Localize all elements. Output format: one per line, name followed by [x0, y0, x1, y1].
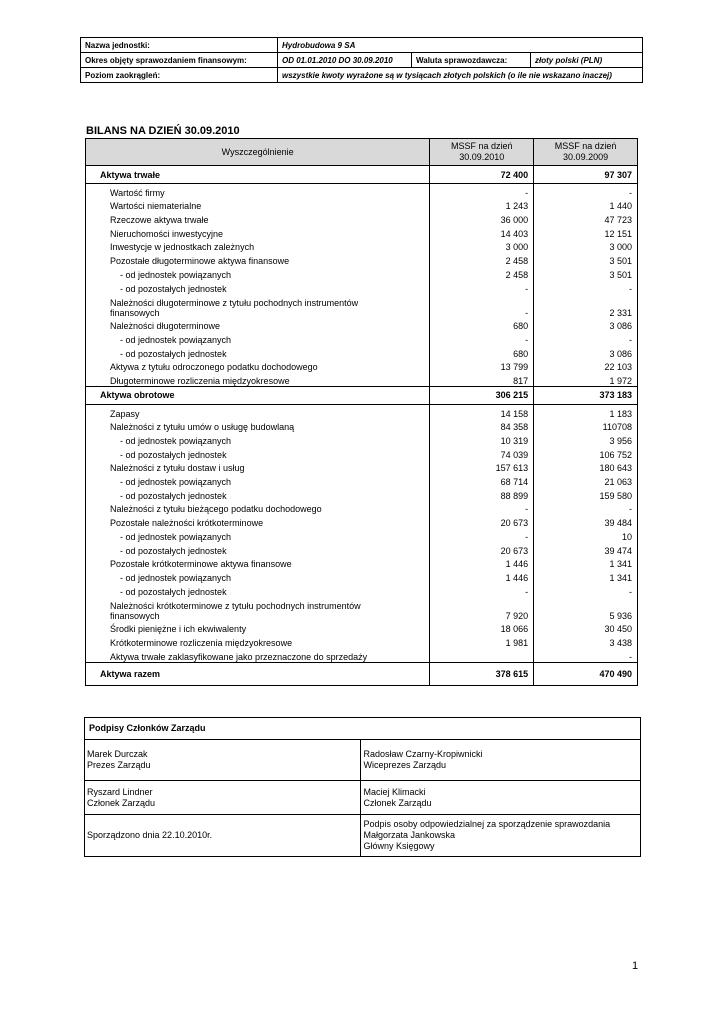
- column-header-description: Wyszczególnienie: [86, 139, 430, 166]
- table-row: [86, 419, 638, 433]
- row-label: Wartości niematerialne: [86, 198, 430, 212]
- table-row: [86, 501, 638, 515]
- value-2009: 180 643: [534, 460, 638, 474]
- responsible-person-cell: Podpis osoby odpowiedzialnej za sporządzenie sprawozdania Małgorzata Jankowska Główny Księgowy: [361, 815, 641, 857]
- value-2010: -: [430, 294, 534, 318]
- table-row: [86, 198, 638, 212]
- row-label: - od pozostałych jednostek: [86, 280, 430, 294]
- value-2010: 72 400: [430, 166, 534, 184]
- value-2010: 13 799: [430, 359, 534, 373]
- value-2010: 84 358: [430, 419, 534, 433]
- value-2010: 7 920: [430, 597, 534, 621]
- table-row: [86, 184, 638, 198]
- table-row: [86, 280, 638, 294]
- value-2009: 1 440: [534, 198, 638, 212]
- value-2010: -: [430, 583, 534, 597]
- table-row: [86, 569, 638, 583]
- value-2010: 306 215: [430, 386, 534, 404]
- table-row: [86, 294, 638, 318]
- value-2010: 3 000: [430, 239, 534, 253]
- table-row: [86, 634, 638, 648]
- value-2009: 110708: [534, 419, 638, 433]
- row-label: - od pozostałych jednostek: [86, 583, 430, 597]
- report-header-table: [80, 37, 643, 83]
- value-2009: -: [534, 280, 638, 294]
- value-2009: -: [534, 501, 638, 515]
- row-label: - od jednostek powiązanych: [86, 569, 430, 583]
- row-label: Należności krótkoterminowe z tytułu pochodnych instrumentów finansowych: [86, 597, 430, 621]
- value-2009: 5 936: [534, 597, 638, 621]
- value-2009: 3 956: [534, 432, 638, 446]
- signature-cell: Marek Durczak Prezes Zarządu: [85, 740, 361, 781]
- table-row: [86, 225, 638, 239]
- value-2009: 39 474: [534, 542, 638, 556]
- row-label: Należności długoterminowe: [86, 318, 430, 332]
- value-2009: -: [534, 583, 638, 597]
- value-2009: -: [534, 184, 638, 198]
- total-row: [86, 662, 638, 685]
- value-2010: 20 673: [430, 514, 534, 528]
- page-title: BILANS NA DZIEŃ 30.09.2010: [86, 125, 240, 137]
- row-label: - od jednostek powiązanych: [86, 331, 430, 345]
- row-label: - od pozostałych jednostek: [86, 542, 430, 556]
- value-2010: 680: [430, 318, 534, 332]
- row-label: - od jednostek powiązanych: [86, 528, 430, 542]
- value-2009: 3 438: [534, 634, 638, 648]
- table-row: [86, 528, 638, 542]
- value-2010: 14 403: [430, 225, 534, 239]
- value-2010: 157 613: [430, 460, 534, 474]
- value-2010: [430, 648, 534, 662]
- row-label: - od pozostałych jednostek: [86, 345, 430, 359]
- value-2009: -: [534, 648, 638, 662]
- balance-sheet-table: [85, 138, 638, 686]
- section-label: Aktywa trwałe: [86, 166, 430, 184]
- value-2010: 2 458: [430, 266, 534, 280]
- section-row: [86, 166, 638, 184]
- value-2009: 3 086: [534, 345, 638, 359]
- row-label: Długoterminowe rozliczenia międzyokresowe: [86, 372, 430, 386]
- table-row: [86, 446, 638, 460]
- value-2010: -: [430, 184, 534, 198]
- value-2010: 1 243: [430, 198, 534, 212]
- entity-label: Nazwa jednostki:: [81, 38, 278, 53]
- table-row: [86, 621, 638, 635]
- section-label: Aktywa obrotowe: [86, 386, 430, 404]
- value-2010: 680: [430, 345, 534, 359]
- value-2009: 2 331: [534, 294, 638, 318]
- value-2009: 159 580: [534, 487, 638, 501]
- value-2010: 1 446: [430, 569, 534, 583]
- value-2010: 1 981: [430, 634, 534, 648]
- table-row: [86, 583, 638, 597]
- row-label: Aktywa z tytułu odroczonego podatku dochodowego: [86, 359, 430, 373]
- table-row: [86, 460, 638, 474]
- value-2010: 1 446: [430, 556, 534, 570]
- table-row: [86, 239, 638, 253]
- value-2009: 30 450: [534, 621, 638, 635]
- value-2010: 14 158: [430, 404, 534, 418]
- row-label: Rzeczowe aktywa trwałe: [86, 211, 430, 225]
- row-label: Zapasy: [86, 404, 430, 418]
- row-label: Pozostałe krótkoterminowe aktywa finansowe: [86, 556, 430, 570]
- value-2010: -: [430, 501, 534, 515]
- value-2009: 3 086: [534, 318, 638, 332]
- value-2010: 36 000: [430, 211, 534, 225]
- row-label: Wartość firmy: [86, 184, 430, 198]
- section-row: [86, 386, 638, 404]
- table-row: [86, 648, 638, 662]
- value-2009: 1 341: [534, 569, 638, 583]
- row-label: Należności długoterminowe z tytułu pochodnych instrumentów finansowych: [86, 294, 430, 318]
- value-2009: 3 000: [534, 239, 638, 253]
- row-label: Środki pieniężne i ich ekwiwalenty: [86, 621, 430, 635]
- rounding-value: wszystkie kwoty wyrażone są w tysiącach złotych polskich (o ile nie wskazano inaczej): [278, 68, 643, 83]
- value-2009: 3 501: [534, 266, 638, 280]
- currency-value: złoty polski (PLN): [531, 53, 643, 68]
- value-2009: 1 183: [534, 404, 638, 418]
- row-label: - od jednostek powiązanych: [86, 266, 430, 280]
- value-2009: -: [534, 331, 638, 345]
- currency-label: Waluta sprawozdawcza:: [412, 53, 531, 68]
- row-label: Aktywa trwałe zaklasyfikowane jako przeznaczone do sprzedaży: [86, 648, 430, 662]
- period-value: OD 01.01.2010 DO 30.09.2010: [278, 53, 412, 68]
- row-label: Należności z tytułu umów o usługę budowlaną: [86, 419, 430, 433]
- total-2009: 470 490: [534, 662, 638, 685]
- value-2009: 106 752: [534, 446, 638, 460]
- table-row: [86, 432, 638, 446]
- value-2010: -: [430, 528, 534, 542]
- table-row: [86, 597, 638, 621]
- table-row: [86, 372, 638, 386]
- signature-cell: Ryszard Lindner Członek Zarządu: [85, 781, 361, 815]
- row-label: Pozostałe należności krótkoterminowe: [86, 514, 430, 528]
- value-2009: 97 307: [534, 166, 638, 184]
- table-header-row: [86, 139, 638, 166]
- row-label: Należności z tytułu bieżącego podatku dochodowego: [86, 501, 430, 515]
- prepared-date: Sporządzono dnia 22.10.2010r.: [85, 815, 361, 857]
- signature-cell: Maciej Klimacki Członek Zarządu: [361, 781, 641, 815]
- table-row: [86, 359, 638, 373]
- value-2009: 39 484: [534, 514, 638, 528]
- table-row: [86, 252, 638, 266]
- period-label: Okres objęty sprawozdaniem finansowym:: [81, 53, 278, 68]
- value-2010: 817: [430, 372, 534, 386]
- table-row: [86, 514, 638, 528]
- value-2010: -: [430, 280, 534, 294]
- value-2009: 373 183: [534, 386, 638, 404]
- value-2009: 21 063: [534, 473, 638, 487]
- row-label: - od pozostałych jednostek: [86, 446, 430, 460]
- rounding-label: Poziom zaokrągleń:: [81, 68, 278, 83]
- value-2009: 1 341: [534, 556, 638, 570]
- value-2010: 68 714: [430, 473, 534, 487]
- column-header-2010: MSSF na dzień 30.09.2010: [430, 139, 534, 166]
- table-row: [86, 473, 638, 487]
- page-number: 1: [632, 960, 639, 972]
- row-label: Nieruchomości inwestycyjne: [86, 225, 430, 239]
- signatures-heading: Podpisy Członków Zarządu: [85, 718, 641, 740]
- value-2009: 12 151: [534, 225, 638, 239]
- signatures-table: [84, 717, 641, 857]
- value-2010: 88 899: [430, 487, 534, 501]
- value-2009: 47 723: [534, 211, 638, 225]
- row-label: Krótkoterminowe rozliczenia międzyokresowe: [86, 634, 430, 648]
- row-label: - od pozostałych jednostek: [86, 487, 430, 501]
- entity-value: Hydrobudowa 9 SA: [278, 38, 643, 53]
- row-label: Należności z tytułu dostaw i usług: [86, 460, 430, 474]
- table-row: [86, 542, 638, 556]
- row-label: - od jednostek powiązanych: [86, 473, 430, 487]
- value-2009: 1 972: [534, 372, 638, 386]
- column-header-2009: MSSF na dzień 30.09.2009: [534, 139, 638, 166]
- table-row: [86, 487, 638, 501]
- value-2009: 3 501: [534, 252, 638, 266]
- total-label: Aktywa razem: [86, 662, 430, 685]
- total-2010: 378 615: [430, 662, 534, 685]
- value-2010: 18 066: [430, 621, 534, 635]
- table-row: [86, 345, 638, 359]
- value-2010: 10 319: [430, 432, 534, 446]
- table-row: [86, 404, 638, 418]
- signature-cell: Radosław Czarny-Kropiwnicki Wiceprezes Zarządu: [361, 740, 641, 781]
- value-2010: 20 673: [430, 542, 534, 556]
- value-2009: 22 103: [534, 359, 638, 373]
- value-2009: 10: [534, 528, 638, 542]
- row-label: - od jednostek powiązanych: [86, 432, 430, 446]
- table-row: [86, 266, 638, 280]
- table-row: [86, 211, 638, 225]
- value-2010: 2 458: [430, 252, 534, 266]
- table-row: [86, 331, 638, 345]
- row-label: Pozostałe długoterminowe aktywa finansowe: [86, 252, 430, 266]
- value-2010: -: [430, 331, 534, 345]
- table-row: [86, 556, 638, 570]
- row-label: Inwestycje w jednostkach zależnych: [86, 239, 430, 253]
- table-row: [86, 318, 638, 332]
- value-2010: 74 039: [430, 446, 534, 460]
